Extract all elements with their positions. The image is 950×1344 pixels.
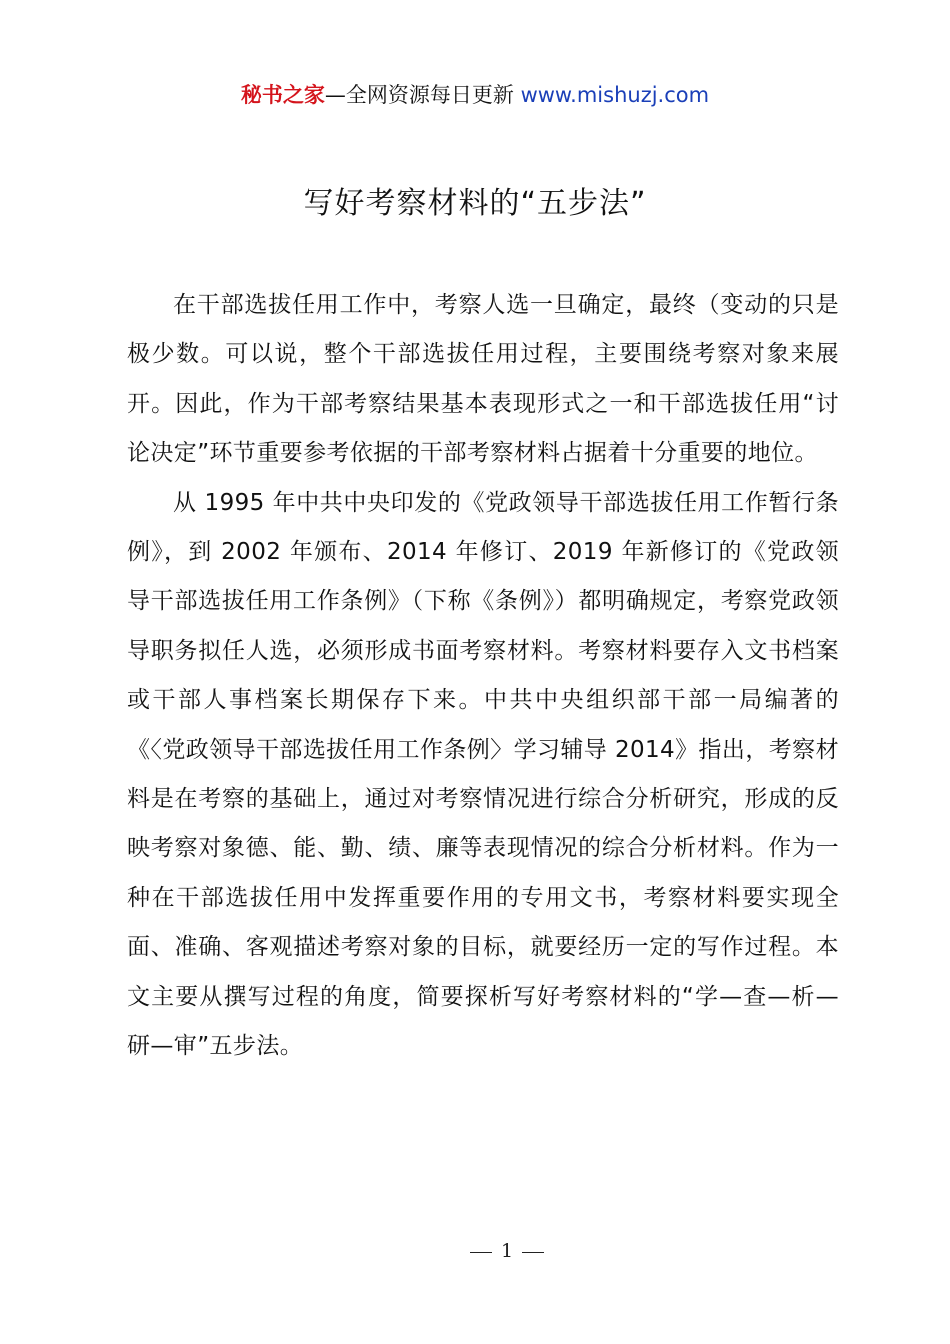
page-number-dash-right <box>522 1252 544 1253</box>
document-body <box>127 281 839 1072</box>
paragraph: 在干部选拔任用工作中，考察人选一旦确定，最终（变动的只是极少数。可以说，整个干部选拔任用过程，主要围绕考察对象来展开。因此，作为干部考察结果基本表现形式之一和干部选拔任用“讨论决定”环节重要参考依据的干部考察材料占据着十分重要的地位。 <box>127 292 839 467</box>
site-url-link[interactable]: www.mishuzj.com <box>520 83 710 107</box>
site-tagline: —全网资源每日更新 <box>324 83 521 107</box>
site-header <box>0 78 950 112</box>
site-name: 秘书之家 <box>240 83 325 107</box>
page-number-dash-left <box>470 1252 492 1253</box>
page-footer <box>0 1237 950 1265</box>
document-title: 写好考察材料的“五步法” <box>303 186 647 221</box>
paragraph: 从 1995 年中共中央印发的《党政领导干部选拔任用工作暂行条例》，到 2002 年颁布、2014 年修订、2019 年新修订的《党政领导干部选拔任用工作条例》（下称《条例》）都明确规定，考察党政领导职务拟任人选，必须形成书面考察材料。考察材料要存入文书档案或干部人事档案长期保存下来。中共中央组织部干部一局编著的《〈党政领导干部选拔任用工作条例〉学习辅导 2014》指出，考察材料是在考察的基础上，通过对考察情况进行综合分析研究，形成的反映考察对象德、能、勤、绩、廉等表现情况的综合分析材料。作为一种在干部选拔任用中发挥重要作用的专用文书，考察材料要实现全面、准确、客观描述考察对象的目标，就要经历一定的写作过程。本文主要从撰写过程的角度，简要探析写好考察材料的“学—查—析—研—审”五步法。 <box>127 489 839 1060</box>
page-number: 1 <box>500 1240 514 1262</box>
